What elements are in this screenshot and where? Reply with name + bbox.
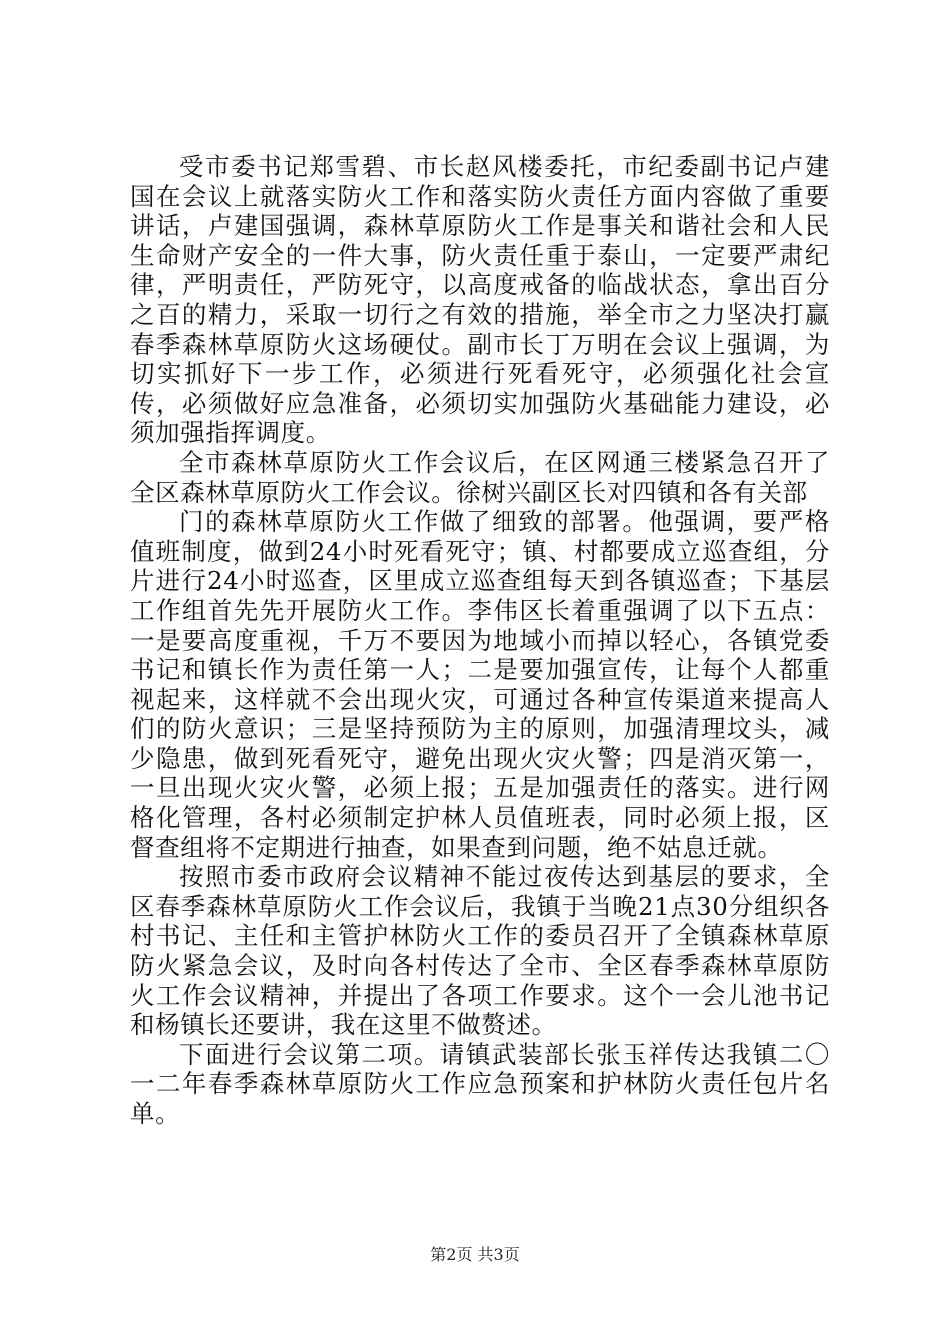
paragraph: 全市森林草原防火工作会议后，在区网通三楼紧急召开了全区森林草原防火工作会议。徐树兴副区长对四镇和各有关部 [130, 447, 830, 507]
document-body [130, 152, 830, 1129]
paragraph: 按照市委市政府会议精神不能过夜传达到基层的要求，全区春季森林草原防火工作会议后，我镇于当晚21点30分组织各村书记、主任和主管护林防火工作的委员召开了全镇森林草原防火紧急会议，及时向各村传达了全市、全区春季森林草原防火工作会议精神，并提出了各项工作要求。这个一会儿池书记和杨镇长还要讲，我在这里不做赘述。 [130, 862, 830, 1040]
paragraph: 门的森林草原防火工作做了细致的部署。他强调，要严格值班制度，做到24小时死看死守；镇、村都要成立巡查组，分片进行24小时巡查，区里成立巡查组每天到各镇巡查；下基层工作组首先先开展防火工作。李伟区长着重强调了以下五点：一是要高度重视，千万不要因为地域小而掉以轻心，各镇党委书记和镇长作为责任第一人；二是要加强宣传，让每个人都重视起来，这样就不会出现火灾，可通过各种宣传渠道来提高人们的防火意识；三是坚持预防为主的原则，加强清理坟头，减少隐患，做到死看死守，避免出现火灾火警；四是消灭第一，一旦出现火灾火警，必须上报；五是加强责任的落实。进行网格化管理，各村必须制定护林人员值班表，同时必须上报，区督查组将不定期进行抽查，如果查到问题，绝不姑息迁就。 [130, 507, 830, 862]
paragraph: 受市委书记郑雪碧、市长赵风楼委托，市纪委副书记卢建国在会议上就落实防火工作和落实防火责任方面内容做了重要讲话，卢建国强调，森林草原防火工作是事关和谐社会和人民生命财产安全的一件大事，防火责任重于泰山，一定要严肃纪律，严明责任，严防死守，以高度戒备的临战状态，拿出百分之百的精力，采取一切行之有效的措施，举全市之力坚决打赢春季森林草原防火这场硬仗。副市长丁万明在会议上强调，为切实抓好下一步工作，必须进行死看死守，必须强化社会宣传，必须做好应急准备，必须切实加强防火基础能力建设，必须加强指挥调度。 [130, 152, 830, 448]
page-number-footer: 第2页 共3页 [430, 1245, 520, 1264]
paragraph: 下面进行会议第二项。请镇武装部长张玉祥传达我镇二〇一二年春季森林草原防火工作应急预案和护林防火责任包片名单。 [130, 1039, 830, 1128]
